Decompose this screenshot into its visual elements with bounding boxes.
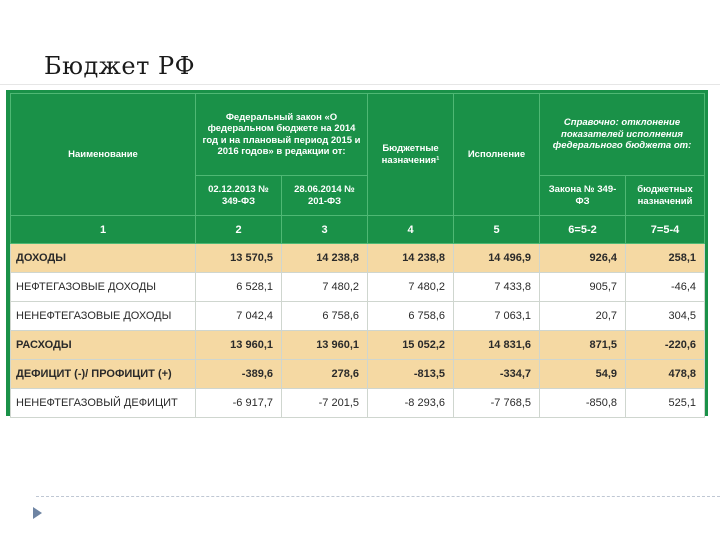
- row-value: 6 528,1: [196, 273, 282, 302]
- row-value: 258,1: [626, 244, 705, 273]
- header-reference: Справочно: отклонение показателей исполнения федерального бюджета от:: [540, 94, 705, 176]
- footer-divider: [36, 496, 720, 497]
- header-budget: Бюджетные назначения¹: [368, 94, 454, 216]
- row-value: 478,8: [626, 360, 705, 389]
- row-value: -389,6: [196, 360, 282, 389]
- slide-title: Бюджет РФ: [44, 52, 196, 80]
- row-value: 871,5: [540, 331, 626, 360]
- column-index: 2: [196, 216, 282, 244]
- row-value: 20,7: [540, 302, 626, 331]
- header-name: Наименование: [11, 94, 196, 216]
- header-execution: Исполнение: [454, 94, 540, 216]
- row-value: -6 917,7: [196, 389, 282, 418]
- row-label: НЕФТЕГАЗОВЫЕ ДОХОДЫ: [11, 273, 196, 302]
- row-value: 7 042,4: [196, 302, 282, 331]
- budget-table-container: [6, 90, 708, 416]
- row-value: 13 960,1: [196, 331, 282, 360]
- row-value: -220,6: [626, 331, 705, 360]
- header-ref-law: Закона № 349-ФЗ: [540, 176, 626, 216]
- row-value: 6 758,6: [282, 302, 368, 331]
- row-value: 278,6: [282, 360, 368, 389]
- row-value: 905,7: [540, 273, 626, 302]
- table-row: [11, 389, 705, 418]
- row-value: 7 480,2: [282, 273, 368, 302]
- row-value: 14 831,6: [454, 331, 540, 360]
- header-law: Федеральный закон «О федеральном бюджете на 2014 год и на плановый период 2015 и 2016 годов» в редакции от:: [196, 94, 368, 176]
- header-ref-budget: бюджетных назначений: [626, 176, 705, 216]
- row-label: НЕНЕФТЕГАЗОВЫЙ ДЕФИЦИТ: [11, 389, 196, 418]
- row-value: 7 063,1: [454, 302, 540, 331]
- column-index: 4: [368, 216, 454, 244]
- row-value: 7 433,8: [454, 273, 540, 302]
- row-value: 14 238,8: [282, 244, 368, 273]
- row-value: 14 496,9: [454, 244, 540, 273]
- row-value: 15 052,2: [368, 331, 454, 360]
- row-value: 525,1: [626, 389, 705, 418]
- row-value: -334,7: [454, 360, 540, 389]
- header-law-date-1: 02.12.2013 № 349-ФЗ: [196, 176, 282, 216]
- row-value: 304,5: [626, 302, 705, 331]
- column-index: 5: [454, 216, 540, 244]
- row-label: ДЕФИЦИТ (-)/ ПРОФИЦИТ (+): [11, 360, 196, 389]
- title-divider: [0, 84, 720, 85]
- row-value: -8 293,6: [368, 389, 454, 418]
- column-index: 3: [282, 216, 368, 244]
- table-row: [11, 302, 705, 331]
- triangle-arrow-icon[interactable]: [33, 507, 42, 519]
- row-value: -7 768,5: [454, 389, 540, 418]
- row-value: 7 480,2: [368, 273, 454, 302]
- row-value: -850,8: [540, 389, 626, 418]
- column-index-row: [11, 216, 705, 244]
- budget-table: [10, 93, 705, 418]
- row-value: 13 570,5: [196, 244, 282, 273]
- column-index: 7=5-4: [626, 216, 705, 244]
- row-label: РАСХОДЫ: [11, 331, 196, 360]
- table-row: [11, 244, 705, 273]
- row-value: -46,4: [626, 273, 705, 302]
- header-law-date-2: 28.06.2014 № 201-ФЗ: [282, 176, 368, 216]
- column-index: 1: [11, 216, 196, 244]
- row-value: -7 201,5: [282, 389, 368, 418]
- row-value: -813,5: [368, 360, 454, 389]
- table-row: [11, 273, 705, 302]
- row-value: 13 960,1: [282, 331, 368, 360]
- row-value: 14 238,8: [368, 244, 454, 273]
- table-row: [11, 360, 705, 389]
- column-index: 6=5-2: [540, 216, 626, 244]
- row-value: 926,4: [540, 244, 626, 273]
- row-value: 54,9: [540, 360, 626, 389]
- table-row: [11, 331, 705, 360]
- row-label: ДОХОДЫ: [11, 244, 196, 273]
- row-label: НЕНЕФТЕГАЗОВЫЕ ДОХОДЫ: [11, 302, 196, 331]
- row-value: 6 758,6: [368, 302, 454, 331]
